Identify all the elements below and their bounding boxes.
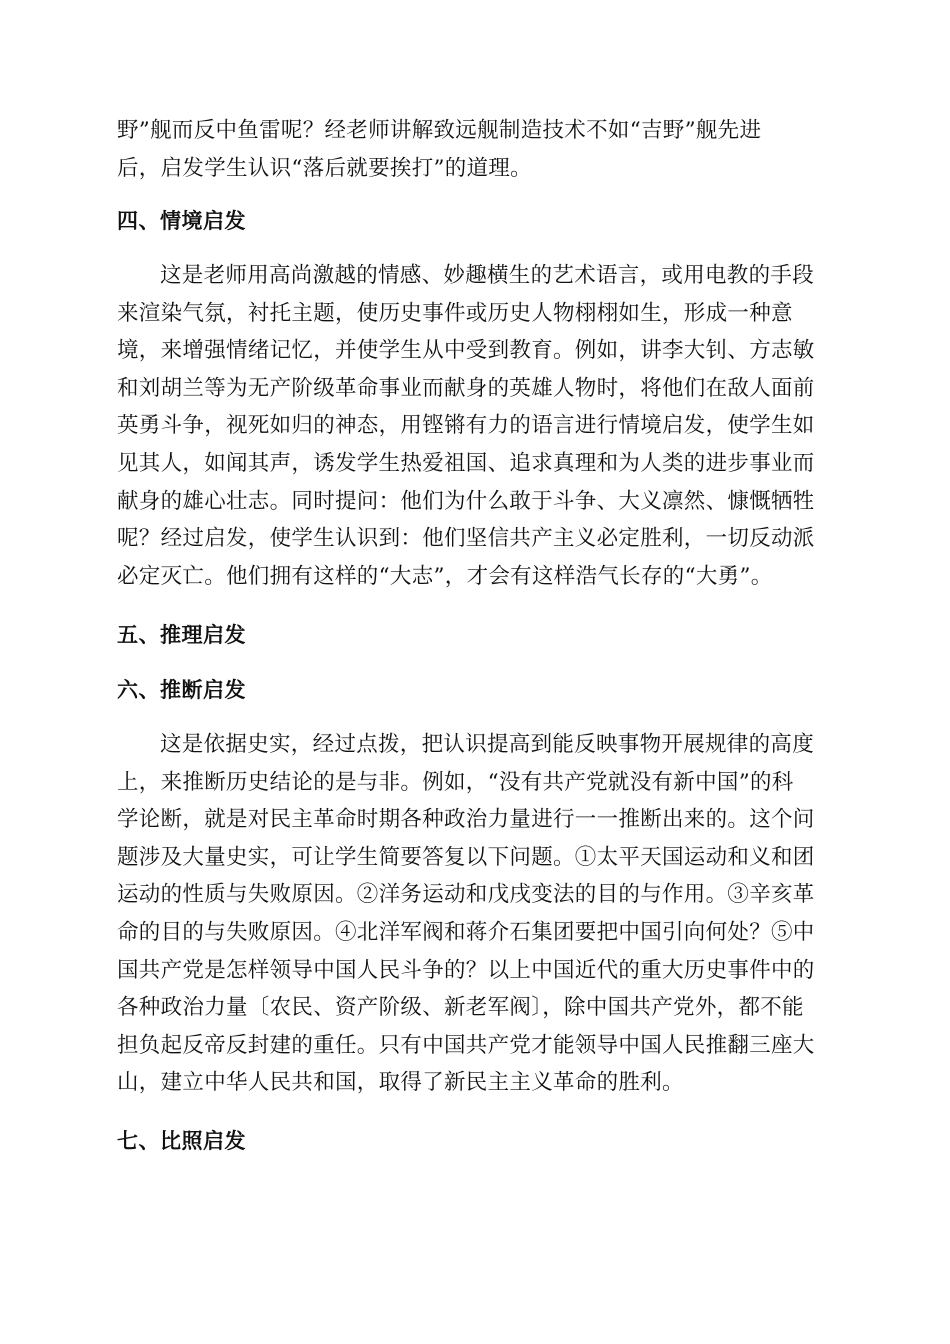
- section-paragraph-situational: [117, 257, 833, 595]
- paragraph-line: 来渲染气氛，衬托主题，使历史事件或历史人物栩栩如生，形成一种意: [117, 300, 793, 326]
- section-paragraph-inference: [117, 726, 833, 1102]
- paragraph-line: 担负起反帝反封建的重任。只有中国共产党才能领导中国人民推翻三座大: [117, 1032, 815, 1058]
- section-heading-comparison: 七、比照启发: [117, 1129, 246, 1153]
- paragraph-line: 境，来增强情绪记忆，并使学生从中受到教育。例如，讲李大钊、方志敏: [117, 338, 815, 364]
- paragraph-line: 见其人，如闻其声，诱发学生热爱祖国、追求真理和为人类的进步事业而: [117, 450, 815, 476]
- paragraph-line: 献身的雄心壮志。同时提问：他们为什么敢于斗争、大义凛然、慷慨牺牲: [117, 488, 815, 514]
- paragraph-line: 学论断，就是对民主革命时期各种政治力量进行一一推断出来的。这个问: [117, 807, 815, 833]
- paragraph-line: 运动的性质与失败原因。②洋务运动和戊戌变法的目的与作用。③辛亥革: [117, 882, 815, 908]
- paragraph-line: 必定灭亡。他们拥有这样的“大志”，才会有这样浩气长存的“大勇”。: [117, 563, 773, 589]
- paragraph-line: 野”舰而反中鱼雷呢？经老师讲解致远舰制造技术不如“吉野”舰先进: [117, 118, 762, 143]
- paragraph-line: 国共产党是怎样领导中国人民斗争的？以上中国近代的重大历史事件中的: [117, 957, 815, 983]
- paragraph-line: 上，来推断历史结论的是与非。例如，“没有共产党就没有新中国”的科: [117, 769, 794, 795]
- section-heading-inference: 六、推断启发: [117, 678, 246, 702]
- section-heading-reasoning: 五、推理启发: [117, 623, 246, 647]
- paragraph-line: 后，启发学生认识“落后就要挨打”的道理。: [117, 155, 532, 181]
- paragraph-line: 呢？经过启发，使学生认识到：他们坚信共产主义必定胜利，一切反动派: [117, 526, 815, 552]
- paragraph-line: 这是依据史实，经过点拨，把认识提高到能反映事物开展规律的高度: [160, 732, 815, 757]
- paragraph-line: 英勇斗争，视死如归的神态，用铿锵有力的语言进行情境启发，使学生如: [117, 413, 815, 439]
- paragraph-line: 各种政治力量〔农民、资产阶级、新老军阀〕，除中国共产党外，都不能: [117, 995, 804, 1021]
- paragraph-line: 和刘胡兰等为无产阶级革命事业而献身的英雄人物时，将他们在敌人面前: [117, 375, 815, 401]
- section-heading-situational: 四、情境启发: [117, 209, 246, 233]
- paragraph-line: 命的目的与失败原因。④北洋军阀和蒋介石集团要把中国引向何处？⑤中: [117, 919, 815, 945]
- paragraph-line: 这是老师用高尚激越的情感、妙趣横生的艺术语言，或用电教的手段: [160, 263, 815, 288]
- paragraph-line: 题涉及大量史实，可让学生简要答复以下问题。①太平天国运动和义和团: [117, 844, 815, 870]
- continuation-paragraph: [117, 112, 833, 187]
- paragraph-line: 山，建立中华人民共和国，取得了新民主主义革命的胜利。: [117, 1070, 684, 1096]
